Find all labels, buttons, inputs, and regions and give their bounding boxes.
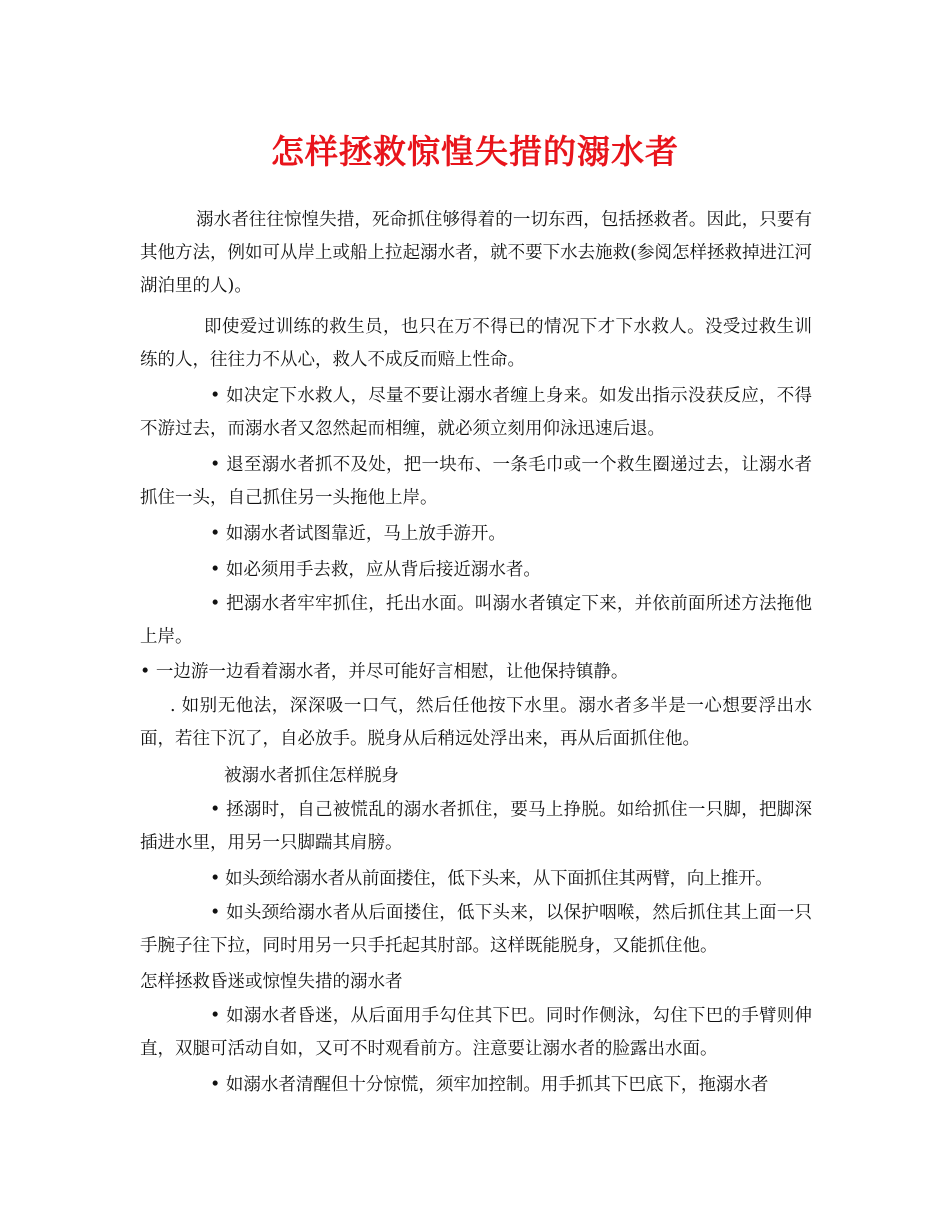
paragraph: 溺水者往往惊惶失措，死命抓住够得着的一切东西，包括拯救者。因此，只要有其他方法，例如可从岸上或船上拉起溺水者，就不要下水去施救(参阅怎样拯救掉进江河湖泊里的人)。 [140,210,812,296]
bullet-paragraph: • 如头颈给溺水者从后面搂住，低下头来，以保护咽喉，然后抓住其上面一只手腕子往下拉，同时用另一只手托起其肘部。这样既能脱身，又能抓住他。 [140,903,812,956]
paragraph: . 如别无他法，深深吸一口气，然后任他按下水里。溺水者多半是一心想要浮出水面，若往下沉了，自必放手。脱身从后稍远处浮出来，再从后面抓住他。 [140,696,812,749]
bullet-paragraph: • 把溺水者牢牢抓住，托出水面。叫溺水者镇定下来，并依前面所述方法拖他上岸。 [140,594,812,647]
bullet-paragraph: • 一边游一边看着溺水者，并尽可能好言相慰，让他保持镇静。 [140,662,629,682]
bullet-paragraph: • 如溺水者试图靠近，马上放手游开。 [210,524,506,544]
bullet-paragraph: • 如溺水者昏迷，从后面用手勾住其下巴。同时作侧泳，勾住下巴的手臂则伸直，双腿可活动自如，又可不时观看前方。注意要让溺水者的脸露出水面。 [140,1006,812,1059]
bullet-paragraph: • 如头颈给溺水者从前面搂住，低下头来，从下面抓住其两臂，向上推开。 [210,869,773,889]
section-heading: 怎样拯救昏迷或惊惶失措的溺水者 [140,972,403,992]
bullet-paragraph: • 如溺水者清醒但十分惊慌，须牢加控制。用手抓其下巴底下，拖溺水者 [210,1075,769,1095]
document-title: 怎样拯救惊惶失措的溺水者 [271,132,679,171]
section-heading: 被溺水者抓住怎样脱身 [224,766,399,786]
bullet-paragraph: • 退至溺水者抓不及处，把一块布、一条毛巾或一个救生圈递过去，让溺水者抓住一头，自己抓住另一头拖他上岸。 [140,455,812,508]
bullet-paragraph: • 如决定下水救人，尽量不要让溺水者缠上身来。如发出指示没获反应，不得不游过去，而溺水者又忽然起而相缠，就必须立刻用仰泳迅速后退。 [140,386,812,439]
bullet-paragraph: • 如必须用手去救，应从背后接近溺水者。 [210,560,541,580]
paragraph: 即使爱过训练的救生员，也只在万不得已的情况下才下水救人。没受过救生训练的人，往往力不从心，救人不成反而赔上性命。 [140,317,812,370]
bullet-paragraph: • 拯溺时，自己被慌乱的溺水者抓住，要马上挣脱。如给抓住一只脚，把脚深插进水里，用另一只脚踹其肩膀。 [140,800,812,853]
